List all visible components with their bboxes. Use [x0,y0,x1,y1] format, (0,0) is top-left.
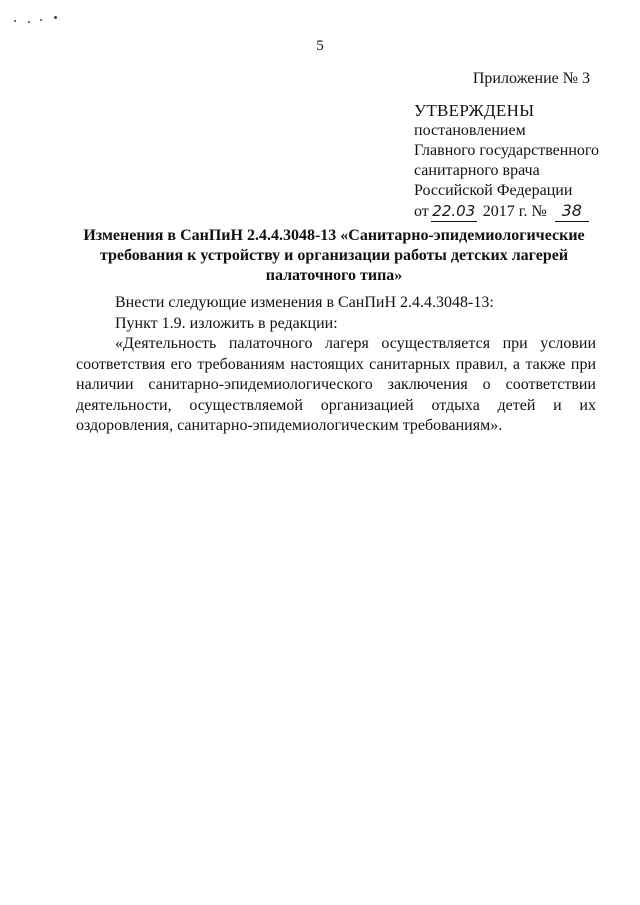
date-year: 2017 г. [482,203,528,220]
quote-paragraph: «Деятельность палаточного лагеря осуществляется при условии соответствия его требованиям настоящих санитарных правил, а также при наличии санитарно-эпидемиологического заключения о соответствии деятельности, осуществляемой организацией отдыха детей и их оздоровления, санитарно-эпидемиологическим требованиям». [76,335,596,434]
scan-speck [40,19,42,21]
title-line: Изменения в СанПиН 2.4.4.3048-13 «Санитарно-эпидемиологические [83,227,585,244]
handwritten-date: 22.03 [432,202,476,220]
approval-date-line [414,201,614,222]
scan-specks [14,14,74,28]
number-label: № [531,203,547,220]
appendix-label: Приложение № 3 [472,70,590,87]
scan-speck [14,20,16,22]
document-body [76,293,596,437]
intro-paragraph: Внести следующие изменения в СанПиН 2.4.4.3048-13: [115,294,494,311]
scan-speck [54,16,57,19]
scan-speck [28,21,30,23]
title-line: палаточного типа» [265,267,403,284]
item-paragraph: Пункт 1.9. изложить в редакции: [115,314,338,332]
page-number: 5 [316,38,324,54]
approval-line: Главного государственного [414,142,600,159]
handwritten-number: 38 [555,201,589,222]
approval-line: постановлением [414,122,526,139]
approval-heading: УТВЕРЖДЕНЫ [414,101,535,120]
approval-line: Российской Федерации [414,182,573,199]
document-title [80,226,588,286]
approval-block [414,101,614,222]
approval-line: санитарного врача [414,162,540,179]
date-prefix: от [414,203,429,220]
title-line: требования к устройству и организации работы детских лагерей [99,247,569,264]
